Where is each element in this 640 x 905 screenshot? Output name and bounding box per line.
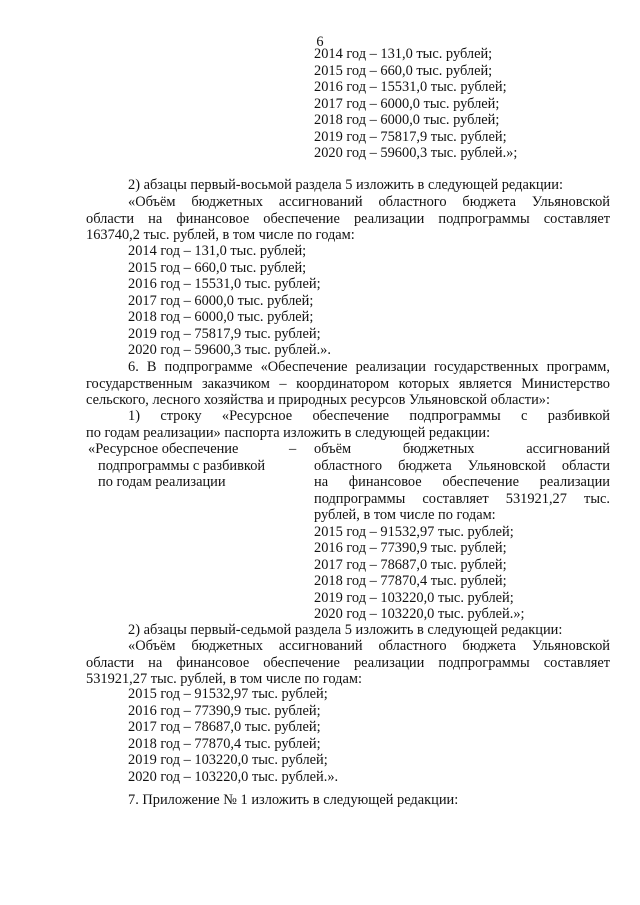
year-line: 2019 год – 103220,0 тыс. рублей; (128, 752, 328, 768)
year-line: 2017 год – 78687,0 тыс. рублей; (128, 719, 321, 735)
paragraph-7: 7. Приложение № 1 изложить в следующей редакции: (128, 792, 459, 808)
value-line: объём бюджетных ассигнований (314, 441, 610, 457)
year-line: 2016 год – 15531,0 тыс. рублей; (128, 276, 321, 292)
year-line: 2014 год – 131,0 тыс. рублей; (314, 46, 493, 62)
value-line: рублей, в том числе по годам: (314, 507, 496, 523)
value-line: 2020 год – 103220,0 тыс. рублей.»; (314, 606, 525, 622)
label-line: подпрограммы с разбивкой (98, 457, 266, 474)
year-line: 2019 год – 75817,9 тыс. рублей; (128, 325, 321, 342)
text-line: 531921,27 тыс. рублей, в том числе по годам: (86, 671, 362, 687)
paragraph-2-heading: 2) абзацы первый-восьмой раздела 5 изложить в следующей редакции: (128, 177, 563, 193)
text-line: области на финансовое обеспечение реализации подпрограммы составляет (86, 210, 610, 227)
year-line: 2018 год – 6000,0 тыс. рублей; (128, 309, 314, 325)
year-line: 2020 год – 59600,3 тыс. рублей.»; (314, 145, 518, 161)
value-line: 2015 год – 91532,97 тыс. рублей; (314, 523, 514, 540)
text-line: «Объём бюджетных ассигнований областного бюджета Ульяновской (128, 194, 610, 210)
year-line: 2019 год – 75817,9 тыс. рублей; (314, 128, 507, 145)
paragraph-6-text (86, 359, 610, 409)
text-line: 6. В подпрограмме «Обеспечение реализации государственных программ, (128, 359, 610, 375)
passport-row-value (314, 441, 610, 623)
year-line: 2016 год – 77390,9 тыс. рублей; (128, 702, 321, 719)
paragraph-6-item-1 (86, 408, 610, 441)
paragraph-6-item-2-text (86, 638, 610, 688)
text-line: «Объём бюджетных ассигнований областного бюджета Ульяновской (128, 638, 610, 654)
value-line: на финансовое обеспечение реализации (314, 474, 610, 490)
year-line: 2016 год – 15531,0 тыс. рублей; (314, 79, 507, 95)
text-line: государственным заказчиком – координатором которых является Министерство (86, 375, 610, 392)
year-line: 2018 год – 6000,0 тыс. рублей; (314, 112, 500, 128)
year-line: 2018 год – 77870,4 тыс. рублей; (128, 735, 321, 752)
passport-row-label (88, 441, 288, 491)
text-line: сельского, лесного хозяйства и природных ресурсов Ульяновской области»: (86, 392, 550, 408)
value-line: 2016 год – 77390,9 тыс. рублей; (314, 540, 507, 556)
text-line: области на финансовое обеспечение реализации подпрограммы составляет (86, 654, 610, 671)
text-line: 1) строку «Ресурсное обеспечение подпрограммы с разбивкой (128, 408, 610, 424)
year-line: 2014 год – 131,0 тыс. рублей; (128, 243, 307, 259)
year-list-c (128, 686, 338, 785)
paragraph-2-text (86, 194, 610, 244)
passport-row-dash: – (289, 441, 297, 457)
year-line: 2017 год – 6000,0 тыс. рублей; (128, 292, 314, 309)
value-line: 2019 год – 103220,0 тыс. рублей; (314, 589, 514, 606)
text-line: по годам реализации» паспорта изложить в следующей редакции: (86, 424, 491, 441)
value-line: 2017 год – 78687,0 тыс. рублей; (314, 556, 507, 573)
value-line: областного бюджета Ульяновской области (314, 457, 610, 474)
text-line: 163740,2 тыс. рублей, в том числе по годам: (86, 227, 355, 243)
year-line: 2015 год – 91532,97 тыс. рублей; (128, 686, 328, 702)
label-line: по годам реализации (98, 474, 226, 490)
value-line: 2018 год – 77870,4 тыс. рублей; (314, 573, 507, 589)
year-list-a (314, 46, 517, 162)
year-line: 2020 год – 59600,3 тыс. рублей.». (128, 342, 331, 358)
paragraph-6-item-2-heading: 2) абзацы первый-седьмой раздела 5 изложить в следующей редакции: (128, 622, 563, 638)
value-line: подпрограммы составляет 531921,27 тыс. (314, 490, 610, 507)
year-line: 2015 год – 660,0 тыс. рублей; (128, 259, 307, 276)
label-line: «Ресурсное обеспечение (88, 441, 239, 457)
year-line: 2017 год – 6000,0 тыс. рублей; (314, 95, 500, 112)
page-number: 6 (316, 34, 324, 50)
year-list-b (128, 243, 331, 359)
year-line: 2015 год – 660,0 тыс. рублей; (314, 62, 493, 79)
year-line: 2020 год – 103220,0 тыс. рублей.». (128, 768, 339, 785)
